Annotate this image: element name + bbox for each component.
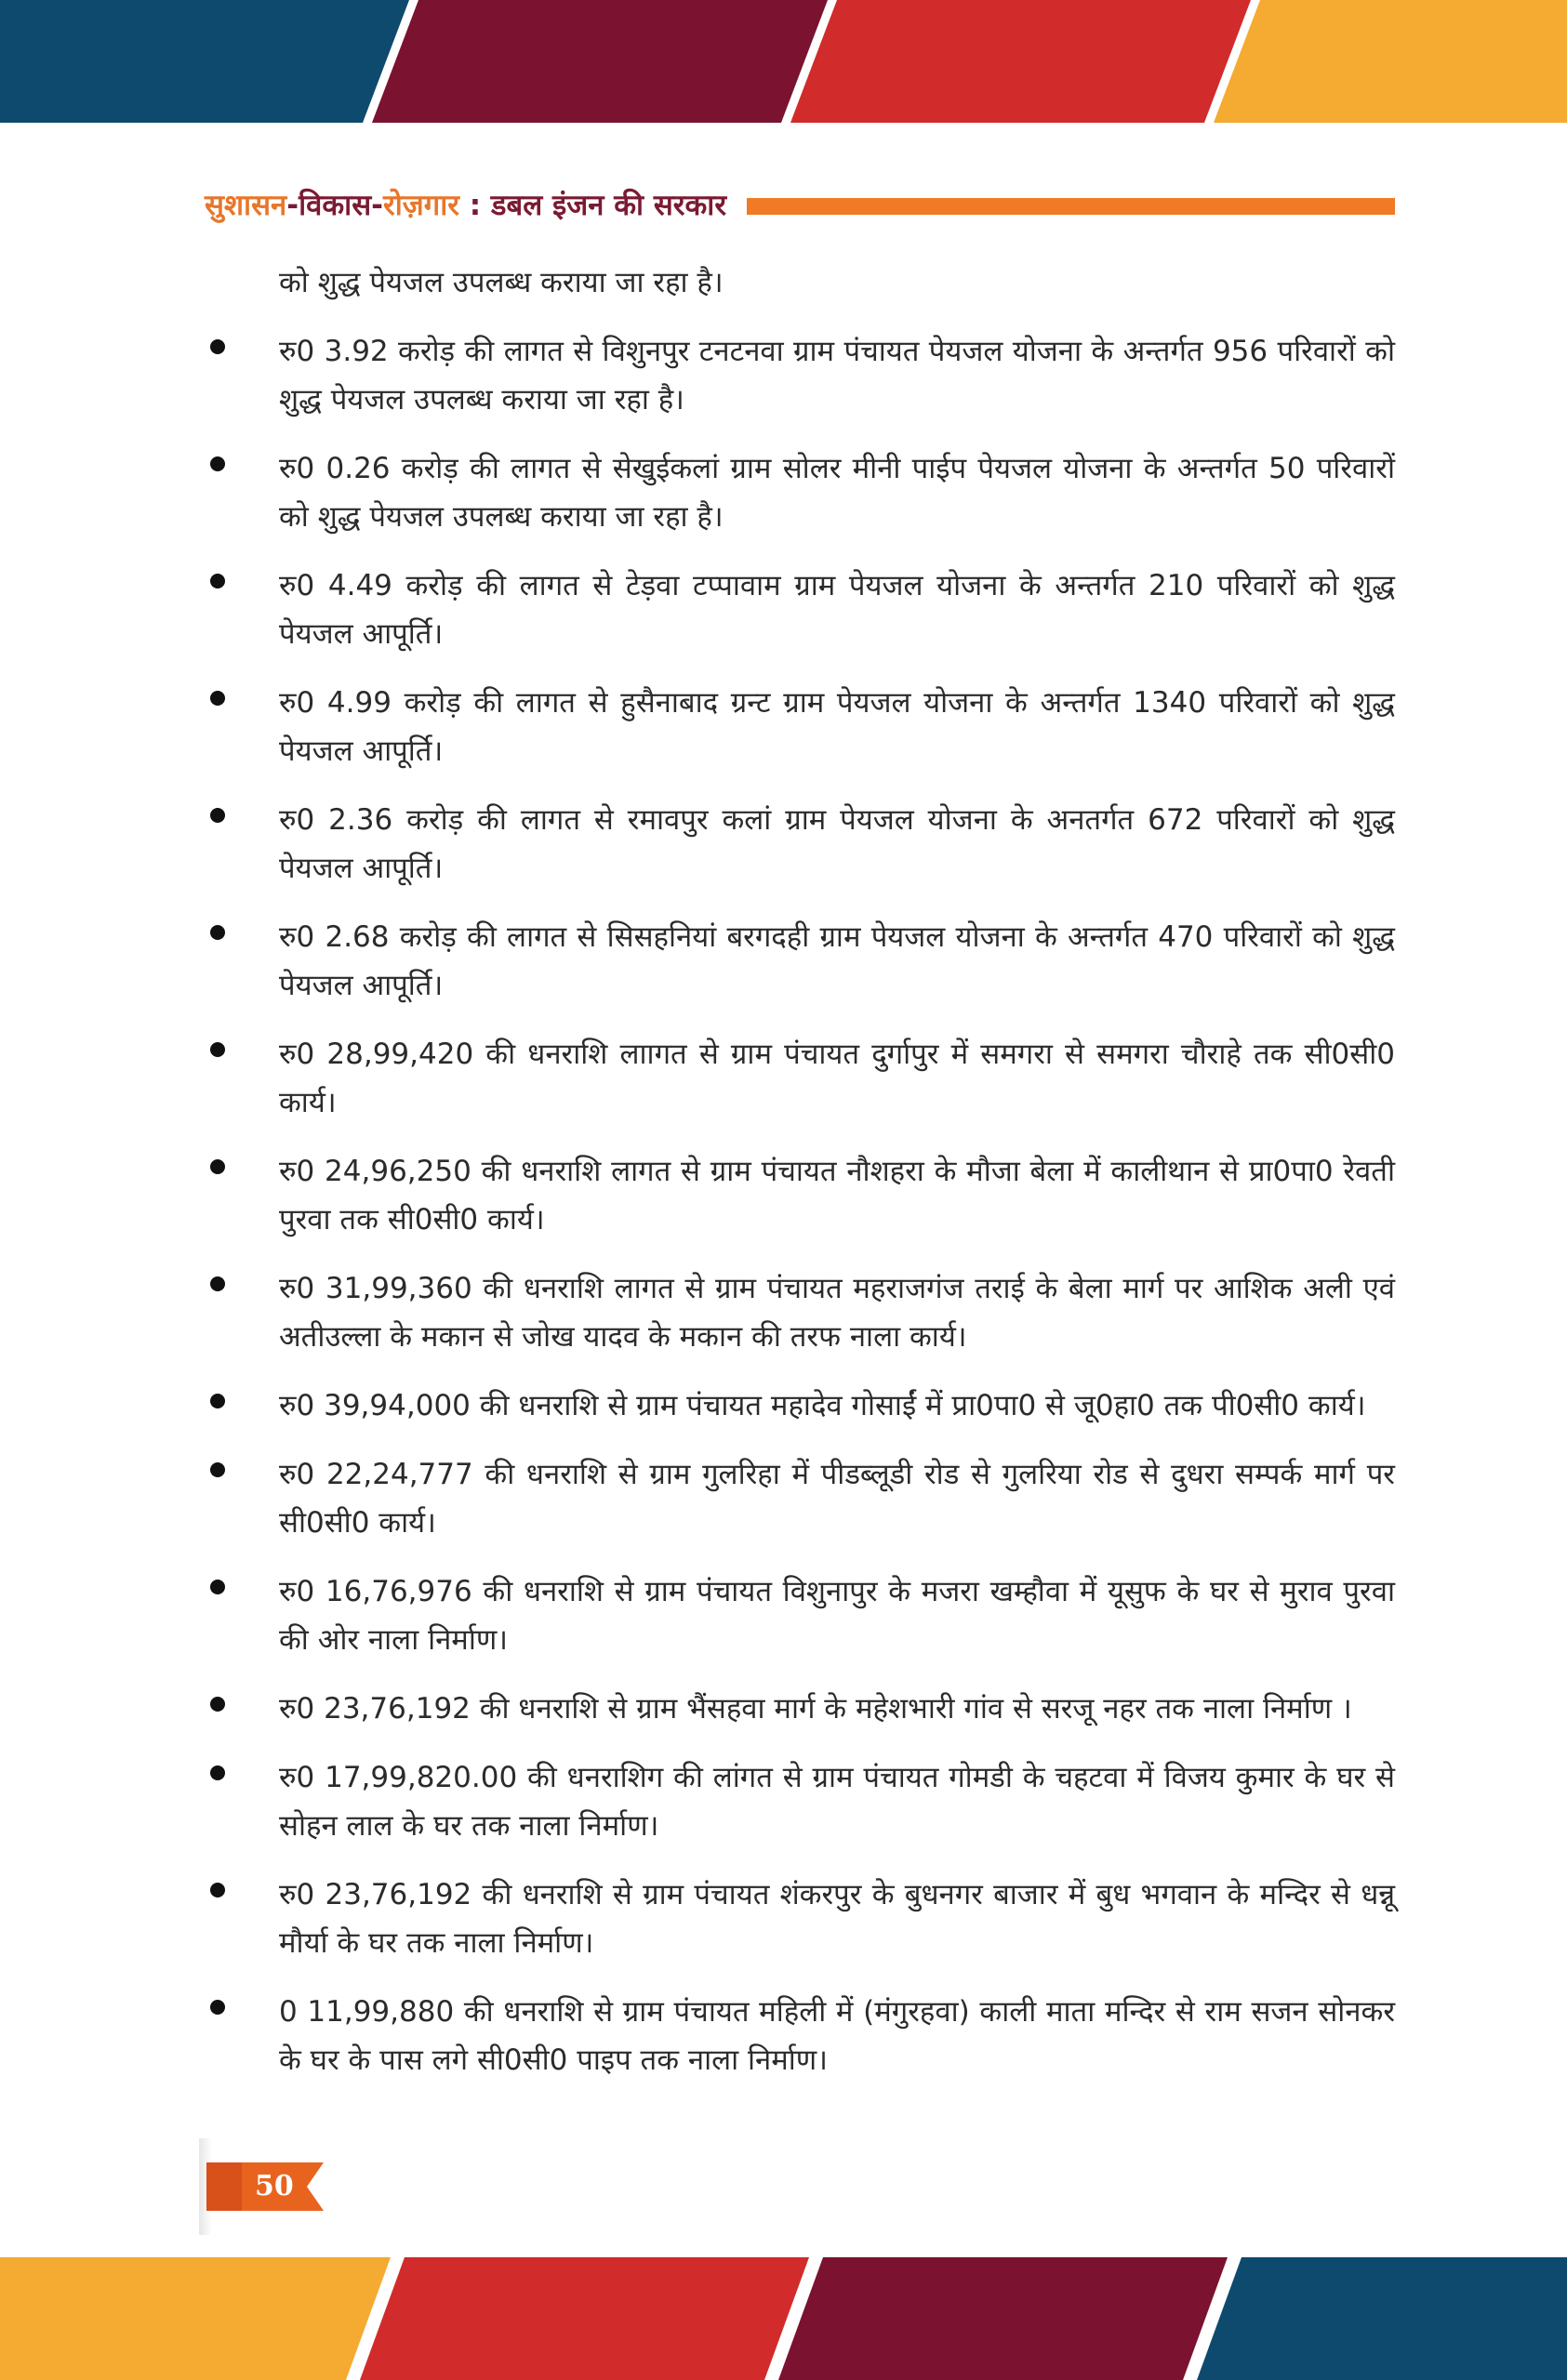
running-header: [205, 182, 1395, 227]
list-item-text: रु0 4.49 करोड़ की लागत से टेड़वा टप्पावाम ग्राम पेयजल योजना के अन्तर्गत 210 परिवारों को शुद्ध पेयजल आपूर्ति।: [279, 569, 1395, 651]
bullet-dot-icon: [210, 808, 225, 823]
list-item: [205, 1871, 1395, 1967]
header-part-1: सुशासन: [205, 189, 287, 222]
list-item: [205, 1450, 1395, 1547]
list-item-text: रु0 24,96,250 की धनराशि लागत से ग्राम पंचायत नौशहरा के मौजा बेला में कालीथान से प्रा0पा0 रेवती पुरवा तक सी0सी0 कार्य।: [279, 1155, 1395, 1236]
list-item: [205, 1685, 1395, 1733]
bullet-dot-icon: [210, 1394, 225, 1408]
bullet-dot-icon: [210, 1462, 225, 1477]
header-rule: [747, 198, 1395, 215]
list-item: [205, 913, 1395, 1010]
header-sep-1: -: [286, 189, 299, 222]
list-item: [205, 1988, 1395, 2084]
bottom-band-navy: [1197, 2257, 1567, 2380]
list-item: [205, 1382, 1395, 1430]
list-item: [205, 444, 1395, 541]
bullet-dot-icon: [210, 456, 225, 471]
list-item: [205, 327, 1395, 424]
bullet-dot-icon: [210, 1159, 225, 1174]
page-number-tab: [206, 2162, 318, 2211]
list-item-text: रु0 39,94,000 की धनराशि से ग्राम पंचायत महादेव गोसाईं में प्रा0पा0 से जू0हा0 तक पी0सी0 कार्य।: [279, 1389, 1366, 1422]
list-item: [205, 679, 1395, 775]
bullet-dot-icon: [210, 1276, 225, 1291]
list-item: [205, 1030, 1395, 1127]
list-item-text: रु0 23,76,192 की धनराशि से ग्राम भैंसहवा मार्ग के महेशभारी गांव से सरजू नहर तक नाला निर्माण ।: [279, 1692, 1352, 1726]
list-item-text: रु0 2.68 करोड़ की लागत से सिसहनियां बरगदही ग्राम पेयजल योजना के अन्तर्गत 470 परिवारों को शुद्ध पेयजल आपूर्ति।: [279, 920, 1395, 1002]
list-item-text: रु0 22,24,777 की धनराशि से ग्राम गुलरिहा में पीडब्लूडी रोड से गुलरिया रोड से दुधरा सम्पर्क मार्ग पर सी0सी0 कार्य।: [279, 1458, 1395, 1540]
list-item-text: रु0 31,99,360 की धनराशि लागत से ग्राम पंचायत महराजगंज तराई के बेला मार्ग पर आशिक अली एवं अतीउल्ला के मकान से जोख यादव के मकान की तरफ नाला कार्य।: [279, 1272, 1395, 1354]
bottom-band-maroon: [778, 2257, 1228, 2380]
bullet-list: [205, 327, 1395, 2084]
bullet-dot-icon: [210, 1580, 225, 1594]
page-body: [205, 258, 1395, 2105]
header-part-2: विकास: [299, 189, 372, 222]
list-item-text: रु0 17,99,820.00 की धनराशिग की लांगत से ग्राम पंचायत गोमडी के चहटवा में विजय कुमार के घर से सोहन लाल के घर तक नाला निर्माण।: [279, 1761, 1395, 1843]
list-item-text: रु0 4.99 करोड़ की लागत से हुसैनाबाद ग्रन्ट ग्राम पेयजल योजना के अन्तर्गत 1340 परिवारों को शुद्ध पेयजल आपूर्ति।: [279, 686, 1395, 768]
list-item: [205, 796, 1395, 892]
top-color-band: [0, 0, 1567, 123]
list-item-text: 0 11,99,880 की धनराशि से ग्राम पंचायत महिली में (मंगुरहवा) काली माता मन्दिर से राम सजन सोनकर के घर के पास लगे सी0सी0 पाइप तक नाला निर्माण।: [279, 1995, 1395, 2077]
header-sep-2: -: [371, 189, 384, 222]
list-item: [205, 1567, 1395, 1664]
top-band-maroon: [372, 0, 828, 123]
bullet-dot-icon: [210, 2000, 225, 2015]
header-part-4: : डबल इंजन की सरकार: [458, 189, 727, 222]
page-number: 50: [255, 2170, 294, 2202]
bullet-dot-icon: [210, 574, 225, 588]
list-item: [205, 1147, 1395, 1244]
header-part-3: रोज़गार: [383, 189, 459, 222]
bottom-band-amber: [0, 2257, 391, 2380]
bullet-dot-icon: [210, 1042, 225, 1057]
list-item-text: रु0 0.26 करोड़ की लागत से सेखुईकलां ग्राम सोलर मीनी पाईप पेयजल योजना के अन्तर्गत 50 परिवारों को शुद्ध पेयजल उपलब्ध कराया जा रहा है।: [279, 452, 1395, 534]
list-item-text: रु0 16,76,976 की धनराशि से ग्राम पंचायत विशुनापुर के मजरा खम्हौवा में यूसुफ के घर से मुराव पुरवा की ओर नाला निर्माण।: [279, 1575, 1395, 1657]
top-band-red: [790, 0, 1251, 123]
top-band-navy: [0, 0, 409, 123]
top-band-amber: [1214, 0, 1567, 123]
bullet-dot-icon: [210, 1765, 225, 1780]
continuation-text: को शुद्ध पेयजल उपलब्ध कराया जा रहा है।: [279, 266, 724, 299]
list-item-text: रु0 23,76,192 की धनराशि से ग्राम पंचायत शंकरपुर के बुधनगर बाजार में बुध भगवान के मन्दिर से धन्नू मौर्या के घर तक नाला निर्माण।: [279, 1878, 1395, 1960]
bullet-dot-icon: [210, 1697, 225, 1712]
bullet-dot-icon: [210, 339, 225, 354]
list-item: [205, 1753, 1395, 1850]
list-item-text: रु0 28,99,420 की धनराशि लाागत से ग्राम पंचायत दुर्गापुर में समगरा से समगरा चौराहे तक सी0सी0 कार्य।: [279, 1038, 1395, 1119]
bottom-band-red: [360, 2257, 809, 2380]
bullet-dot-icon: [210, 691, 225, 706]
list-item-text: रु0 3.92 करोड़ की लागत से विशुनपुर टनटनवा ग्राम पंचायत पेयजल योजना के अन्तर्गत 956 परिवारों को शुद्ध पेयजल उपलब्ध कराया जा रहा है।: [279, 335, 1395, 416]
list-item: [205, 1264, 1395, 1361]
bullet-dot-icon: [210, 925, 225, 940]
list-item: [205, 562, 1395, 658]
list-item-text: रु0 2.36 करोड़ की लागत से रमावपुर कलां ग्राम पेयजल योजना के अनतर्गत 672 परिवारों को शुद्ध पेयजल आपूर्ति।: [279, 803, 1395, 885]
header-title: [205, 185, 726, 224]
bullet-dot-icon: [210, 1883, 225, 1897]
bottom-color-band: [0, 2257, 1567, 2380]
